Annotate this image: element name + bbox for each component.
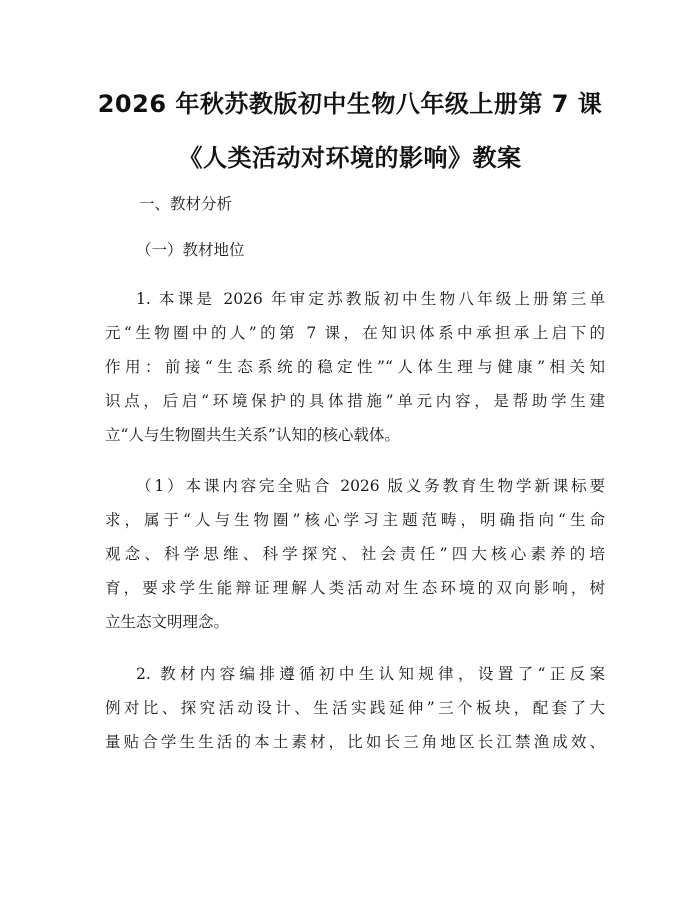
subsection-heading-textbook-status: （一）教材地位 <box>136 241 245 259</box>
document-title-line-1: 2026 年秋苏教版初中生物八年级上册第 7 课 <box>97 90 603 118</box>
paragraph-3-line: 2. 教材内容编排遵循初中生认知规律，设置了“正反案 <box>136 665 605 683</box>
paragraph-1-line: 识点，后启“环境保护的具体措施”单元内容，是帮助学生建 <box>105 392 605 410</box>
paragraph-1-line: 作用：前接“生态系统的稳定性”“人体生理与健康”相关知 <box>105 358 605 376</box>
paragraph-2-line: 求，属于“人与生物圈”核心学习主题范畴，明确指向“生命 <box>105 511 605 529</box>
paragraph-1-line: 1. 本课是 2026 年审定苏教版初中生物八年级上册第三单 <box>136 290 605 308</box>
paragraph-3-line: 例对比、探究活动设计、生活实践延伸”三个板块，配套了大 <box>105 699 605 717</box>
section-heading-textbook-analysis: 一、教材分析 <box>139 195 233 213</box>
paragraph-2-line: （1）本课内容完全贴合 2026 版义务教育生物学新课标要 <box>136 477 605 495</box>
paragraph-2-line: 观念、科学思维、科学探究、社会责任”四大核心素养的培 <box>105 545 605 563</box>
paragraph-2-line: 育，要求学生能辩证理解人类活动对生态环境的双向影响，树 <box>105 579 605 597</box>
paragraph-1-line: 立“人与生物圈共生关系”认知的核心载体。 <box>105 426 400 444</box>
paragraph-1-line: 元“生物圈中的人”的第 7 课，在知识体系中承担承上启下的 <box>105 324 605 342</box>
paragraph-2-line: 立生态文明理念。 <box>105 613 230 631</box>
document-title-line-2: 《人类活动对环境的影响》教案 <box>178 144 522 172</box>
paragraph-3-line: 量贴合学生生活的本土素材，比如长三角地区长江禁渔成效、 <box>105 733 605 751</box>
